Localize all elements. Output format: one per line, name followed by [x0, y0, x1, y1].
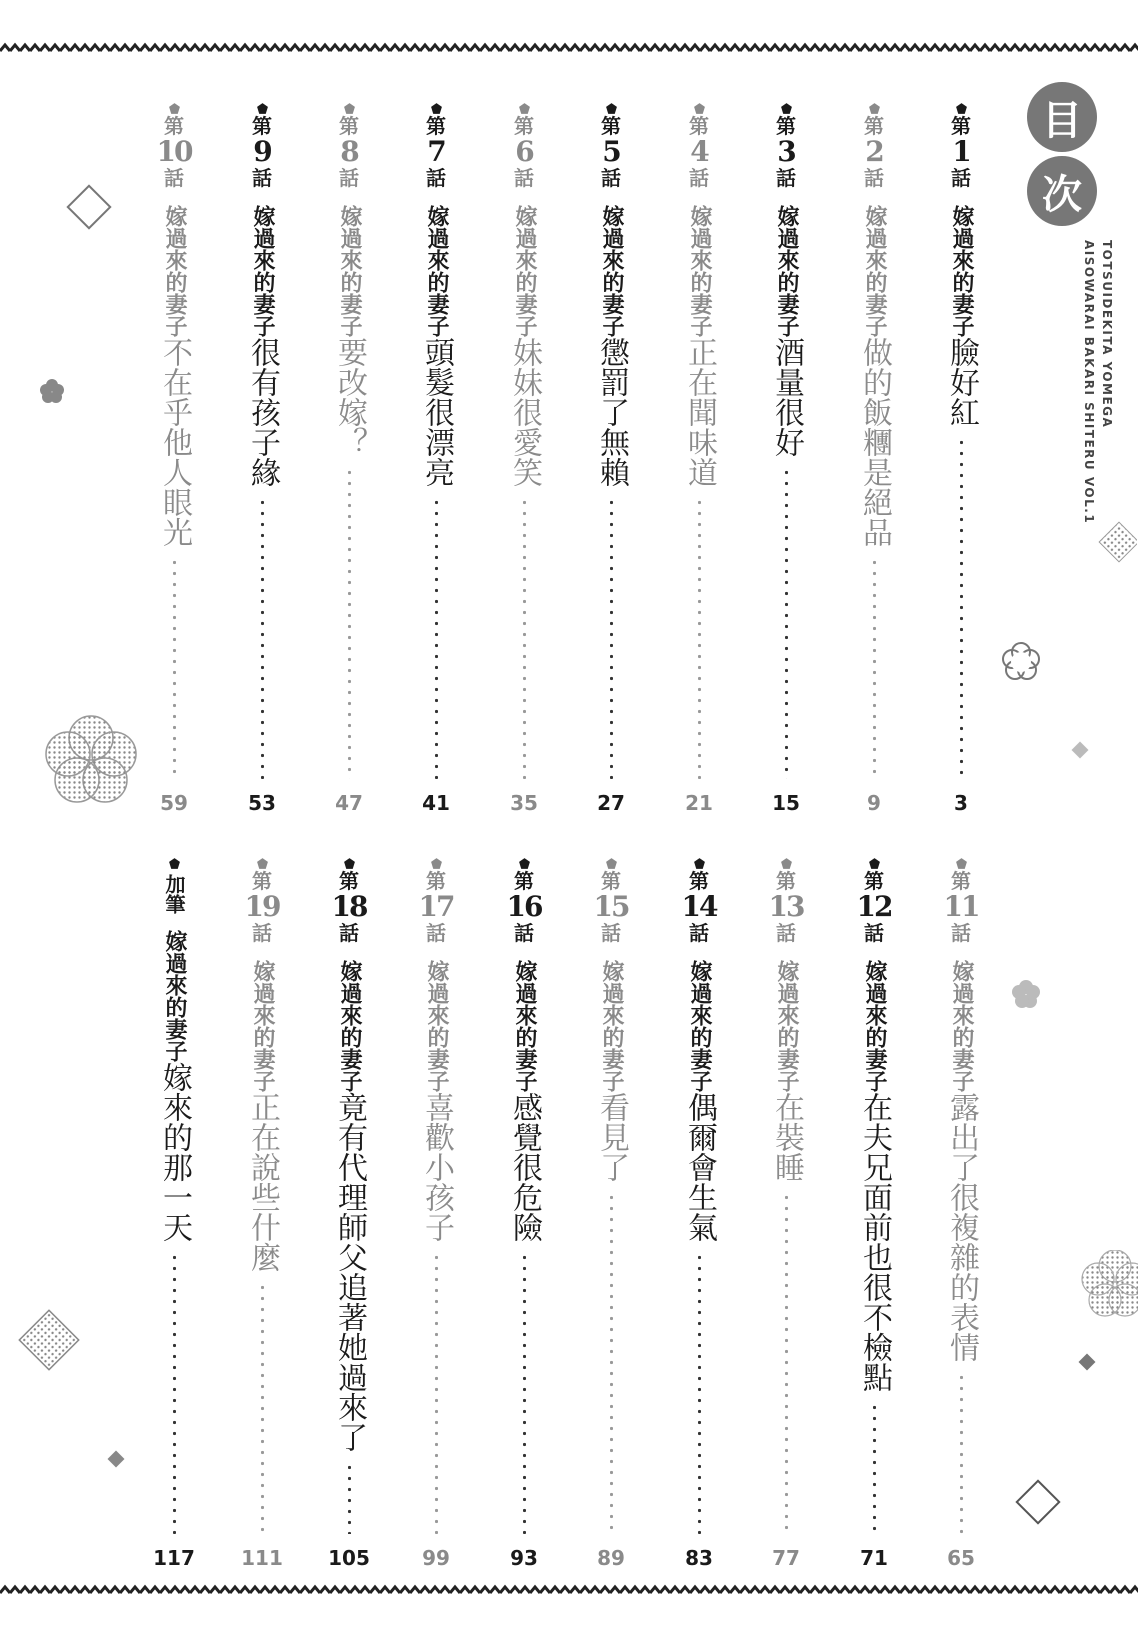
chapter-title-prefix: 嫁過來的妻子 [512, 205, 537, 337]
chapter-title-main: 看見了 [594, 1092, 629, 1182]
chapter-title-prefix: 嫁過來的妻子 [599, 205, 624, 337]
dotted-plum-flower-icon-2 [1080, 1250, 1138, 1322]
small-diamond-icon-2 [1077, 1352, 1097, 1372]
chapter-title-prefix: 嫁過來的妻子 [949, 205, 974, 337]
chapter-title [594, 960, 629, 1182]
dotted-plum-flower-icon [42, 710, 140, 805]
leader-dots [435, 497, 438, 779]
leader-dots [261, 1282, 264, 1534]
toc-entry-13[interactable] [758, 855, 814, 1570]
chapter-number: 3 [777, 135, 795, 168]
page-number: 21 [685, 791, 713, 815]
chapter-suffix-label: 話 [864, 166, 884, 190]
toc-entry-15[interactable] [583, 855, 639, 1570]
chapter-title-prefix: 嫁過來的妻子 [599, 960, 624, 1092]
chapter-prefix-label: 第 [864, 869, 884, 893]
page-number: 3 [954, 791, 968, 815]
chapter-number: 12 [856, 890, 892, 923]
leader-dots [873, 557, 876, 779]
chapter-title-main: 正在說些什麼 [245, 1092, 280, 1272]
chapter-number: 15 [593, 890, 629, 923]
chapter-title-main: 偶爾會生氣 [682, 1092, 717, 1242]
leader-dots [960, 1372, 963, 1534]
chapter-title [332, 960, 367, 1452]
page-number: 27 [597, 791, 625, 815]
chapter-suffix-label: 話 [339, 166, 359, 190]
diamond-outline-icon-2 [1012, 1476, 1064, 1528]
chapter-title [944, 205, 979, 427]
chapter-title [157, 930, 192, 1242]
toc-entry-9[interactable] [234, 100, 290, 815]
leader-dots [698, 1252, 701, 1534]
toc-entry-19[interactable] [234, 855, 290, 1570]
chapter-title-prefix: 嫁過來的妻子 [250, 205, 275, 337]
chapter-suffix-label: 話 [776, 166, 796, 190]
chapter-title-main: 在裝睡 [769, 1092, 804, 1182]
chapter-prefix-label: 第 [776, 114, 796, 138]
chapter-title-main: 在夫兄面前也很不檢點 [857, 1092, 892, 1392]
toc-entry-1[interactable] [933, 100, 989, 815]
dotted-diamond-icon [1097, 520, 1137, 566]
leader-dots [698, 497, 701, 779]
toc-entry-14[interactable] [671, 855, 727, 1570]
chapter-suffix-label: 話 [514, 166, 534, 190]
toc-entry-6[interactable] [496, 100, 552, 815]
toc-entry-7[interactable] [408, 100, 464, 815]
chapter-title-prefix: 嫁過來的妻子 [949, 960, 974, 1092]
chapter-title-main: 露出了很複雜的表情 [944, 1092, 979, 1362]
chapter-title-main: 懲罰了無賴 [594, 337, 629, 487]
page-number: 99 [422, 1546, 450, 1570]
chapter-title [245, 205, 280, 487]
leader-dots [173, 557, 176, 779]
top-border [0, 42, 1138, 54]
page-number: 53 [248, 791, 276, 815]
chapter-title-prefix: 嫁過來的妻子 [512, 960, 537, 1092]
chapter-number: 14 [681, 890, 717, 923]
chapter-title-main: 妹妹很愛笑 [507, 337, 542, 487]
chapter-title [507, 960, 542, 1242]
chapter-prefix-label: 第 [601, 114, 621, 138]
toc-entry-4[interactable] [671, 100, 727, 815]
chapter-title [419, 960, 454, 1242]
leader-dots [785, 467, 788, 779]
leader-dots [610, 497, 613, 779]
chapter-number: 18 [331, 890, 367, 923]
chapter-title-prefix: 嫁過來的妻子 [774, 205, 799, 337]
chapter-prefix-label: 第 [951, 869, 971, 893]
chapter-title-main: 喜歡小孩子 [419, 1092, 454, 1242]
chapter-prefix-label: 第 [252, 869, 272, 893]
subtitle-line-1: TOTSUIDEKITA YOMEGA [1100, 240, 1114, 429]
chapter-title [769, 205, 804, 457]
title-char-ci: 次 [1027, 156, 1097, 226]
page-number: 83 [685, 1546, 713, 1570]
page-number: 117 [153, 1546, 195, 1570]
chapter-suffix-label: 話 [426, 921, 446, 945]
chapter-suffix-label: 話 [426, 166, 446, 190]
leader-dots [960, 437, 963, 779]
chapter-number: 6 [515, 135, 533, 168]
chapter-title-main: 竟有代理師父追著她過來了 [332, 1092, 367, 1452]
chapter-number: 10 [156, 135, 192, 168]
extra-label: 加筆 [162, 874, 186, 914]
chapter-number: 19 [244, 890, 280, 923]
chapter-title [769, 960, 804, 1182]
chapter-suffix-label: 話 [776, 921, 796, 945]
bullet-icon [168, 857, 181, 870]
chapter-title [507, 205, 542, 487]
plum-flower-icon-2 [1010, 978, 1042, 1010]
chapter-number: 17 [418, 890, 454, 923]
leader-dots [785, 1192, 788, 1534]
small-diamond-icon [1070, 740, 1090, 760]
chapter-prefix-label: 第 [776, 869, 796, 893]
chapter-title-prefix: 嫁過來的妻子 [424, 960, 449, 1092]
chapter-number: 13 [768, 890, 804, 923]
chapter-prefix-label: 第 [514, 114, 534, 138]
chapter-title-main: 做的飯糰是絕品 [857, 337, 892, 547]
chapter-prefix-label: 第 [164, 114, 184, 138]
leader-dots [523, 497, 526, 779]
chapter-title-main: 嫁來的那一天 [157, 1062, 192, 1242]
page-number: 89 [597, 1546, 625, 1570]
page-number: 71 [860, 1546, 888, 1570]
chapter-title-prefix: 嫁過來的妻子 [337, 205, 362, 337]
chapter-suffix-label: 話 [601, 921, 621, 945]
plum-flower-outline-icon [1000, 640, 1042, 682]
chapter-title [944, 960, 979, 1362]
chapter-title-main: 酒量很好 [769, 337, 804, 457]
toc-entry-8[interactable] [321, 100, 377, 815]
leader-dots [435, 1252, 438, 1534]
chapter-title [245, 960, 280, 1272]
chapter-title-prefix: 嫁過來的妻子 [687, 205, 712, 337]
page-number: 105 [328, 1546, 370, 1570]
chapter-title [857, 205, 892, 547]
toc-entry-12[interactable] [846, 855, 902, 1570]
chapter-suffix-label: 話 [514, 921, 534, 945]
chapter-number: 9 [253, 135, 271, 168]
chapter-prefix-label: 第 [864, 114, 884, 138]
chapter-title-prefix: 嫁過來的妻子 [337, 960, 362, 1092]
chapter-suffix-label: 話 [951, 166, 971, 190]
chapter-title-prefix: 嫁過來的妻子 [250, 960, 275, 1092]
chapter-title-prefix: 嫁過來的妻子 [774, 960, 799, 1092]
chapter-suffix-label: 話 [164, 166, 184, 190]
chapter-prefix-label: 第 [951, 114, 971, 138]
chapter-number: 7 [427, 135, 445, 168]
plum-flower-icon [38, 377, 66, 405]
toc-entry-5[interactable] [583, 100, 639, 815]
toc-entry-18[interactable] [321, 855, 377, 1570]
chapter-title-main: 頭髮很漂亮 [419, 337, 454, 487]
page-number: 15 [772, 791, 800, 815]
chapter-title-main: 正在聞味道 [682, 337, 717, 487]
chapter-prefix-label: 第 [252, 114, 272, 138]
chapter-suffix-label: 話 [252, 166, 272, 190]
chapter-title-main: 不在乎他人眼光 [157, 337, 192, 547]
chapter-title-main: 感覺很危險 [507, 1092, 542, 1242]
chapter-prefix-label: 第 [514, 869, 534, 893]
chapter-prefix-label: 第 [339, 869, 359, 893]
chapter-title [419, 205, 454, 487]
chapter-title-main: 要改嫁？ [332, 337, 367, 457]
page-number: 9 [867, 791, 881, 815]
chapter-title-prefix: 嫁過來的妻子 [687, 960, 712, 1092]
toc-entry-16[interactable] [496, 855, 552, 1570]
chapter-title [332, 205, 367, 457]
leader-dots [523, 1252, 526, 1534]
chapter-number: 1 [952, 135, 970, 168]
chapter-title [857, 960, 892, 1392]
page-number: 111 [241, 1546, 283, 1570]
leader-dots [348, 1462, 351, 1534]
chapter-title-main: 很有孩子緣 [245, 337, 280, 487]
leader-dots [173, 1252, 176, 1534]
chapter-number: 2 [865, 135, 883, 168]
chapter-title [682, 960, 717, 1242]
title-char-mu: 目 [1027, 82, 1097, 152]
leader-dots [873, 1402, 876, 1534]
chapter-suffix-label: 話 [864, 921, 884, 945]
leader-dots [610, 1192, 613, 1534]
toc-entry-extra[interactable] [146, 855, 202, 1570]
chapter-title-prefix: 嫁過來的妻子 [862, 960, 887, 1092]
toc-entry-2[interactable] [846, 100, 902, 815]
page-number: 65 [947, 1546, 975, 1570]
chapter-prefix-label: 第 [426, 114, 446, 138]
leader-dots [261, 497, 264, 779]
dotted-diamond-icon-2 [14, 1305, 84, 1375]
series-subtitle [1080, 240, 1116, 524]
chapter-title-prefix: 嫁過來的妻子 [162, 930, 187, 1062]
chapter-title-main: 臉好紅 [944, 337, 979, 427]
toc-entry-17[interactable] [408, 855, 464, 1570]
chapter-title-prefix: 嫁過來的妻子 [424, 205, 449, 337]
diamond-outline-icon [64, 182, 114, 232]
chapter-title-prefix: 嫁過來的妻子 [162, 205, 187, 337]
chapter-suffix-label: 話 [601, 166, 621, 190]
chapter-prefix-label: 第 [689, 114, 709, 138]
small-diamond-icon-3 [105, 1448, 127, 1470]
chapter-prefix-label: 第 [426, 869, 446, 893]
toc-entry-11[interactable] [933, 855, 989, 1570]
chapter-prefix-label: 第 [601, 869, 621, 893]
toc-entry-3[interactable] [758, 100, 814, 815]
page-number: 59 [160, 791, 188, 815]
page-number: 77 [772, 1546, 800, 1570]
chapter-title [594, 205, 629, 487]
chapter-number: 16 [506, 890, 542, 923]
subtitle-line-2: AISOWARAI BAKARI SHITERU VOL.1 [1082, 240, 1096, 525]
chapter-title [682, 205, 717, 487]
bottom-border [0, 1584, 1138, 1596]
chapter-suffix-label: 話 [689, 921, 709, 945]
chapter-suffix-label: 話 [252, 921, 272, 945]
chapter-prefix-label: 第 [689, 869, 709, 893]
chapter-suffix-label: 話 [951, 921, 971, 945]
page-number: 93 [510, 1546, 538, 1570]
chapter-number: 11 [943, 890, 979, 923]
chapter-title-prefix: 嫁過來的妻子 [862, 205, 887, 337]
page-number: 41 [422, 791, 450, 815]
page-number: 47 [335, 791, 363, 815]
chapter-number: 5 [602, 135, 620, 168]
toc-entry-10[interactable] [146, 100, 202, 815]
chapter-suffix-label: 話 [339, 921, 359, 945]
chapter-title [157, 205, 192, 547]
leader-dots [348, 467, 351, 779]
chapter-number: 4 [690, 135, 708, 168]
chapter-suffix-label: 話 [689, 166, 709, 190]
chapter-prefix-label: 第 [339, 114, 359, 138]
page-number: 35 [510, 791, 538, 815]
chapter-number: 8 [340, 135, 358, 168]
